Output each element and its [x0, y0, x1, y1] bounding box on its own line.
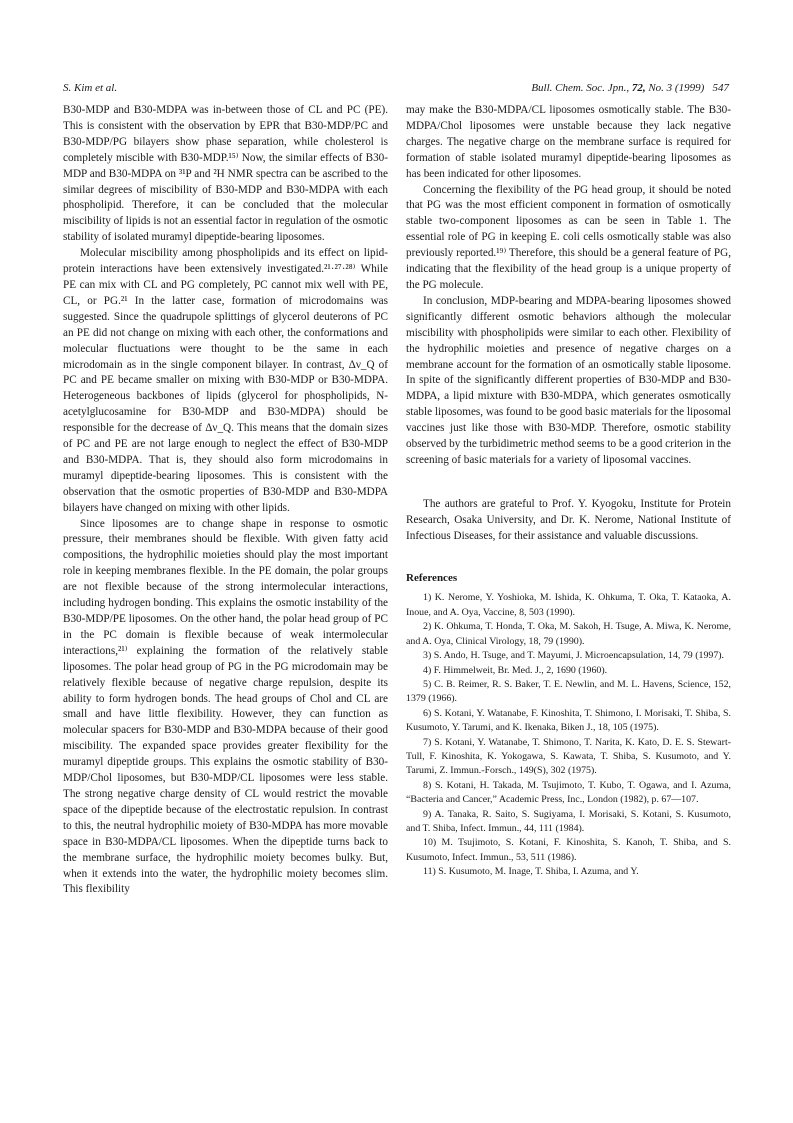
running-header-journal: [531, 82, 729, 94]
running-header-authors: S. Kim et al.: [63, 82, 118, 94]
paragraph: may make the B30-MDPA/CL liposomes osmotically stable. The B30-MDPA/Chol liposomes were unstable because they lack negative charges. The negative charge on the membrane surface is required for formation of stable isolated muramyl dipeptide-bearing liposomes as has been indicated for other liposomes.: [406, 104, 731, 180]
paragraph: B30-MDP and B30-MDPA was in-between those of CL and PC (PE). This is consistent with the observation by EPR that B30-MDP/PC and B30-MDP/PG bilayers show phase separation, while cholesterol is completely miscible with B30-MDP.¹⁵⁾ Now, the similar effects of B30-MDP and B30-MDPA on ³¹P and ²H NMR spectra can be ascribed to the similar degrees of miscibility of B30-MDP and B30-MDPA with each phospholipid. Therefore, it can be concluded that the molecular miscibility of lipids is not an essential factor in regulation of the osmotic stability of isolated muramyl dipeptide-bearing liposomes.: [63, 104, 389, 244]
reference-item: 4) F. Himmelweit, Br. Med. J., 2, 1690 (1960).: [423, 664, 608, 676]
paragraph: Concerning the flexibility of the PG head group, it should be noted that PG was the most efficient component in formation of osmotically stable two-component liposomes as can be seen in Table 1. The essential role of PG in keeping E. coli cells osmotically stable was also previously reported.¹⁹⁾ Therefore, this should be a general feature of PG, indicating that the flexibility of the head group is a unique property of the PG molecule.: [406, 183, 731, 291]
reference-item: 7) S. Kotani, Y. Watanabe, T. Shimono, T. Narita, K. Kato, D. E. S. Stewart-Tull, F. Kinoshita, K. Yokogawa, S. Kawata, T. Shiba, S. Kusumoto, and Y. Tarumi, Z. Immun.-Forsch., 149(S), 302 (1975).: [406, 736, 731, 777]
reference-item: 3) S. Ando, H. Tsuge, and T. Mayumi, J. Microencapsulation, 14, 79 (1997).: [423, 650, 725, 662]
references-heading: References: [406, 571, 458, 584]
reference-item: 11) S. Kusumoto, M. Inage, T. Shiba, I. Azuma, and Y.: [423, 866, 639, 878]
right-column: [406, 103, 731, 880]
journal-volume: 72,: [631, 82, 646, 94]
paragraph: In conclusion, MDP-bearing and MDPA-bearing liposomes showed significantly different osmotic behaviors although the molecular miscibility with phospholipids were similar to each other. Flexibility of the hydrophilic moieties and presence of negative charges on a membrane account for the formation of an osmotically stable liposome. In spite of the significantly different properties of B30-MDP and B30-MDPA, a lipid mixture with B30-MDPA, which generates osmotically stable liposomes, was found to be good basic materials for the liposomal vaccines just like those with B30-MDP. Therefore, osmotic stability observed by the turbidimetric method seems to be a good criterion in the screening of basic materials for a variety of liposomal vaccines.: [406, 294, 731, 466]
left-column: [63, 103, 388, 898]
reference-item: 8) S. Kotani, H. Takada, M. Tsujimoto, T. Kubo, T. Ogawa, and I. Azuma, “Bacteria and Cancer,” Academic Press, Inc., London (1982), p. 67—107.: [406, 779, 731, 806]
paragraph: Molecular miscibility among phospholipids and its effect on lipid-protein interactions have been extensively investigated.²¹·²⁷·²⁸⁾ While PE can mix with CL and PG completely, PC cannot mix well with PE, CL, or PG.²¹ In the latter case, formation of microdomains was suggested. Since the quadrupole splittings of glycerol deuterons of PC an PE did not change on mixing with each other, the conformations and molecular fluctuations were thought to be the same in each microdomain as in the single component bilayer. In contrast, Δν_Q of PC and PE became smaller on mixing with B30-MDP or B30-MDPA. Heterogeneous backbones of lipids (glycerol for phospholipids, N-acetylglucosamine for B30-MDP and B30-MDPA) should be responsible for the decrease of Δν_Q. This means that the domain sizes of PC and PE are not large enough to neglect the effect of B30-MDP and B30-MDPA. That is, they should also form microdomains in muramyl dipeptide-bearing liposomes. This is consistent with the observation that the osmotic properties of B30-MDP and B30-MDPA bilayers have changed on mixing with other lipids.: [63, 247, 388, 514]
reference-item: 2) K. Ohkuma, T. Honda, T. Oka, M. Sakoh, H. Tsuge, A. Miwa, K. Nerome, and A. Oya, Clinical Virology, 18, 79 (1990).: [406, 621, 731, 647]
paragraph: Since liposomes are to change shape in response to osmotic pressure, their membranes should be flexible. With given fatty acid compositions, the hydrophilic moieties should play the most important role in keeping membranes flexible. In the PE domain, the polar groups are not flexible because of the strong intermolecular interactions, including hydrogen bonding. This explains the osmotic instability of the B30-MDP/PE liposomes. On the other hand, the polar head group of PC in the PC domain is flexible because of weak intermolecular interactions,²¹⁾ explaining the formation of the relatively stable liposomes. The polar head group of PG in the PG microdomain may be relatively flexible because of negative charge repulsion, despite its ability to form hydrogen bonds. The head groups of Chol and CL are small and have little flexibility. However, they can function as molecular spacers for B30-MDP and B30-MDPA because of their good miscibility. The expanded space provides greater flexibility for the muramyl dipeptide groups. This explains the osmotic stability of B30-MDP/Chol liposomes, but B30-MDP/CL liposomes were less stable. The strong negative charge density of CL would restrict the movable space of the dipeptide because of the electrostatic repulsion. In contrast to this, the neutral hydrophilic moiety of B30-MDPA has more movable space in B30-MDPA/CL liposomes. When the dipeptide turns back to the membrane surface, the hydrophilic moiety becomes bulky. But, when it extends into the water, the hydrophilic moiety becomes slim. This flexibility: [63, 517, 388, 896]
journal-issue: No. 3 (1999): [648, 82, 705, 94]
reference-item: 6) S. Kotani, Y. Watanabe, F. Kinoshita, T. Shimono, I. Morisaki, T. Shiba, S. Kusumoto, Y. Tarumi, and K. Ikenaka, Biken J., 18, 105 (1975).: [406, 707, 731, 734]
section-gap: [406, 469, 731, 497]
journal-name: Bull. Chem. Soc. Jpn.,: [531, 82, 630, 94]
reference-item: 10) M. Tsujimoto, S. Kotani, F. Kinoshita, S. Kanoh, T. Shiba, and S. Kusumoto, Infect. Immun., 53, 511 (1986).: [406, 837, 731, 863]
reference-item: 1) K. Nerome, Y. Yoshioka, M. Ishida, K. Ohkuma, T. Oka, T. Kataoka, A. Inoue, and A. Oya, Vaccine, 8, 503 (1990).: [406, 592, 731, 618]
acknowledgment: The authors are grateful to Prof. Y. Kyogoku, Institute for Protein Research, Osaka University, and Dr. K. Nerome, National Institute of Infectious Diseases, for their assistance and valuable discussions.: [406, 497, 731, 542]
reference-item: 5) C. B. Reimer, R. S. Baker, T. E. Newlin, and M. L. Havens, Science, 152, 1379 (1966).: [406, 678, 731, 705]
reference-item: 9) A. Tanaka, R. Saito, S. Sugiyama, I. Morisaki, S. Kotani, S. Kusumoto, and T. Shiba, Infect. Immun., 44, 111 (1984).: [406, 808, 731, 834]
reference-list: [406, 591, 731, 879]
page-number: 547: [712, 82, 729, 94]
